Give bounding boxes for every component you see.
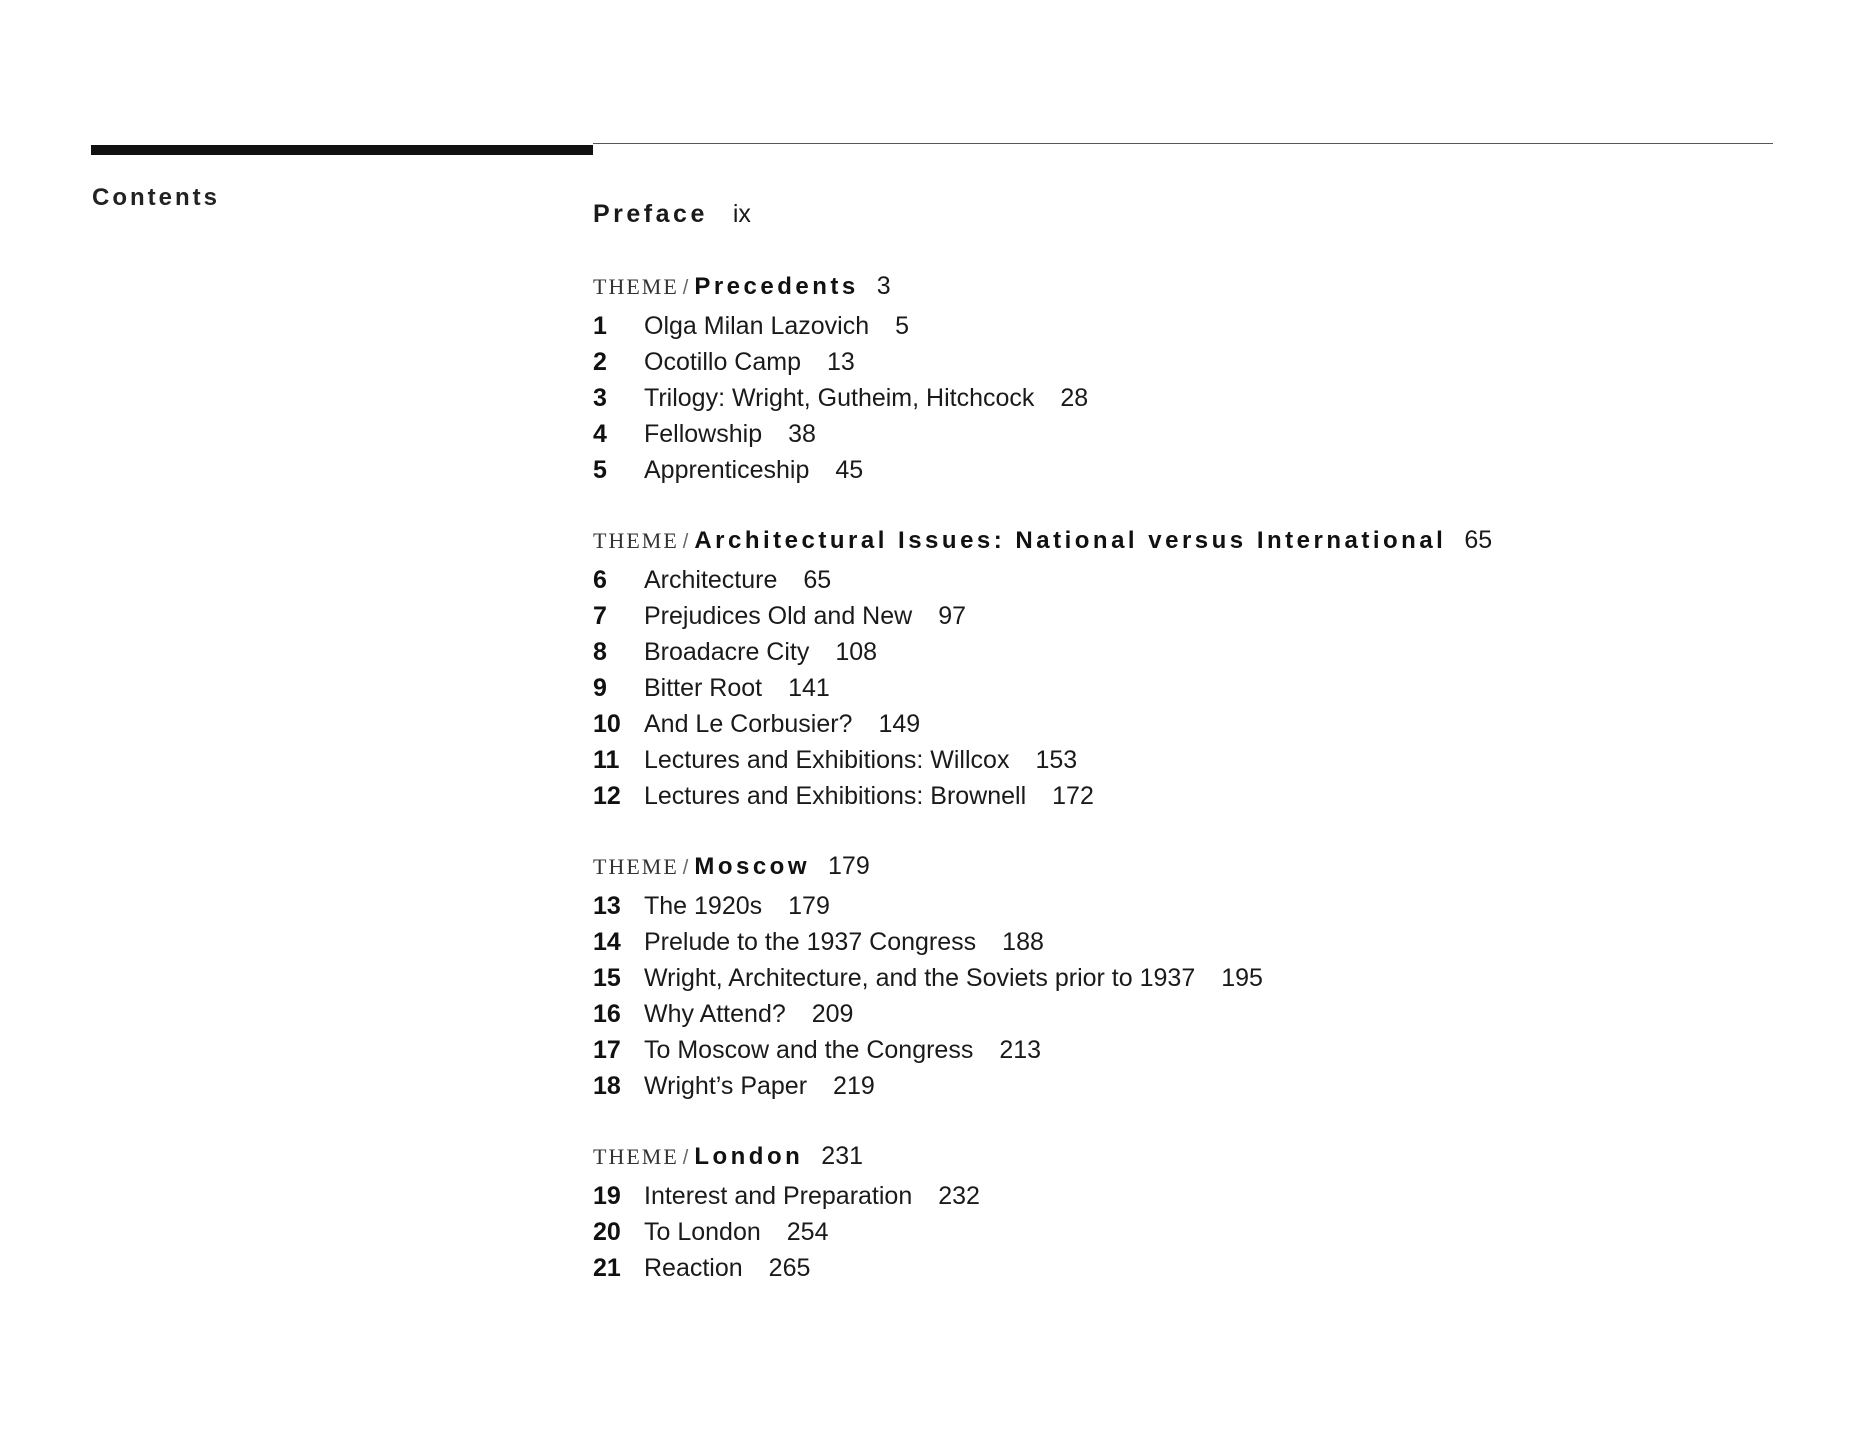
theme-separator: /	[682, 1147, 689, 1169]
theme-page: 179	[828, 852, 870, 880]
theme-list	[593, 268, 1793, 1286]
chapter-title: Broadacre City	[644, 638, 810, 666]
theme-heading	[593, 268, 1793, 304]
chapter-page: 45	[835, 456, 864, 484]
chapter-entry	[593, 1250, 1793, 1286]
theme-page: 65	[1464, 526, 1493, 554]
chapter-title: The 1920s	[644, 892, 763, 920]
chapter-entry	[593, 1032, 1793, 1068]
theme-heading	[593, 1138, 1793, 1174]
chapter-entry	[593, 598, 1793, 634]
chapter-entry	[593, 960, 1793, 996]
theme-section	[593, 522, 1793, 814]
chapter-page: 265	[768, 1254, 811, 1282]
chapter-entry	[593, 670, 1793, 706]
chapter-number: 12	[593, 782, 621, 810]
chapter-entry	[593, 778, 1793, 814]
theme-section	[593, 848, 1793, 1104]
chapter-entry	[593, 344, 1793, 380]
preface-page: ix	[732, 200, 751, 228]
chapter-number: 3	[593, 384, 607, 412]
chapter-title: Why Attend?	[644, 1000, 786, 1028]
chapter-entry	[593, 706, 1793, 742]
chapter-entry	[593, 742, 1793, 778]
table-of-contents	[593, 196, 1793, 1320]
theme-title: Precedents	[694, 273, 859, 300]
chapter-number: 18	[593, 1072, 621, 1100]
theme-label: THEME	[593, 1144, 679, 1169]
chapter-entry	[593, 452, 1793, 488]
chapter-number: 10	[593, 710, 621, 738]
chapter-number: 15	[593, 964, 621, 992]
chapter-page: 188	[1002, 928, 1044, 956]
chapter-page: 97	[938, 602, 967, 630]
chapter-number: 9	[593, 674, 607, 702]
chapter-page: 13	[827, 348, 855, 376]
chapter-page: 5	[895, 312, 910, 340]
chapter-number: 19	[593, 1182, 621, 1210]
theme-heading	[593, 522, 1793, 558]
chapter-page: 141	[788, 674, 830, 702]
theme-title: London	[694, 1143, 804, 1170]
theme-separator: /	[682, 531, 689, 553]
chapter-page: 149	[878, 710, 921, 738]
chapter-number: 5	[593, 456, 607, 484]
chapter-number: 16	[593, 1000, 621, 1028]
chapter-entry	[593, 562, 1793, 598]
chapter-page: 195	[1221, 964, 1263, 992]
chapter-title: Trilogy: Wright, Gutheim, Hitchcock	[644, 384, 1035, 412]
theme-label: THEME	[593, 274, 679, 299]
theme-heading	[593, 848, 1793, 884]
chapter-page: 65	[803, 566, 832, 594]
chapter-page: 179	[788, 892, 830, 920]
chapter-entry	[593, 416, 1793, 452]
chapter-page: 254	[786, 1218, 829, 1246]
theme-title: Moscow	[694, 853, 811, 880]
chapter-title: To London	[644, 1218, 761, 1246]
chapter-number: 2	[593, 348, 607, 376]
theme-section	[593, 1138, 1793, 1286]
theme-separator: /	[682, 277, 689, 299]
header-rule-thick	[91, 145, 593, 155]
theme-label: THEME	[593, 854, 679, 879]
chapter-entry	[593, 1214, 1793, 1250]
chapter-entry	[593, 888, 1793, 924]
chapter-title: Fellowship	[644, 420, 763, 448]
chapter-entry	[593, 1068, 1793, 1104]
chapter-page: 209	[811, 1000, 854, 1028]
chapter-page: 219	[833, 1072, 875, 1100]
chapter-entry	[593, 996, 1793, 1032]
chapter-title: Wright’s Paper	[644, 1072, 808, 1100]
chapter-entry	[593, 924, 1793, 960]
chapter-title: Prejudices Old and New	[644, 602, 913, 630]
chapter-number: 21	[593, 1254, 621, 1282]
chapter-page: 213	[999, 1036, 1042, 1064]
chapter-number: 7	[593, 602, 607, 630]
page-title: Contents	[92, 184, 220, 211]
chapter-number: 17	[593, 1036, 621, 1064]
chapter-entry	[593, 1178, 1793, 1214]
chapter-title: Wright, Architecture, and the Soviets prior to 1937	[644, 964, 1196, 992]
chapter-number: 13	[593, 892, 621, 920]
chapter-title: Lectures and Exhibitions: Brownell	[644, 782, 1027, 810]
chapter-number: 8	[593, 638, 607, 666]
chapter-entry	[593, 634, 1793, 670]
chapter-number: 1	[593, 312, 607, 340]
theme-label: THEME	[593, 528, 679, 553]
chapter-title: Apprenticeship	[644, 456, 810, 484]
chapter-number: 6	[593, 566, 607, 594]
chapter-title: And Le Corbusier?	[644, 710, 853, 738]
chapter-number: 4	[593, 420, 607, 448]
preface-entry	[593, 196, 1793, 232]
chapter-number: 20	[593, 1218, 621, 1246]
chapter-number: 11	[593, 746, 620, 774]
chapter-title: To Moscow and the Congress	[644, 1036, 974, 1064]
chapter-entry	[593, 380, 1793, 416]
preface-title: Preface	[593, 200, 708, 228]
theme-page: 3	[876, 272, 891, 300]
chapter-entry	[593, 308, 1793, 344]
theme-title: Architectural Issues: National versus International	[694, 527, 1447, 554]
chapter-page: 232	[938, 1182, 980, 1210]
chapter-title: Prelude to the 1937 Congress	[644, 928, 977, 956]
chapter-title: Architecture	[644, 566, 778, 594]
theme-separator: /	[682, 857, 689, 879]
header-rule-thin	[593, 143, 1773, 144]
chapter-title: Bitter Root	[644, 674, 763, 702]
chapter-page: 153	[1035, 746, 1078, 774]
chapter-page: 38	[788, 420, 816, 448]
chapter-title: Reaction	[644, 1254, 743, 1282]
chapter-page: 28	[1060, 384, 1089, 412]
chapter-title: Ocotillo Camp	[644, 348, 801, 376]
chapter-title: Olga Milan Lazovich	[644, 312, 870, 340]
chapter-title: Lectures and Exhibitions: Willcox	[644, 746, 1010, 774]
chapter-page: 108	[835, 638, 878, 666]
chapter-title: Interest and Preparation	[644, 1182, 913, 1210]
theme-section	[593, 268, 1793, 488]
chapter-page: 172	[1052, 782, 1094, 810]
chapter-number: 14	[593, 928, 621, 956]
theme-page: 231	[821, 1142, 864, 1170]
